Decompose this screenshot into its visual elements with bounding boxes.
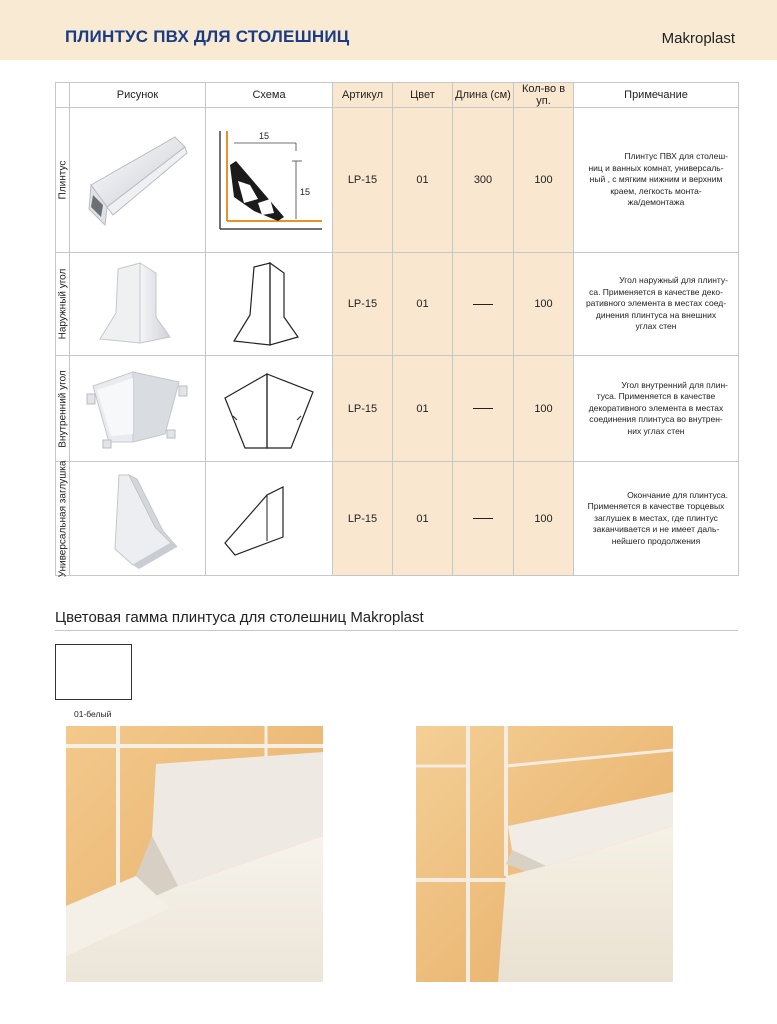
note-cell	[574, 253, 739, 356]
note-line: Окончание для плинтуса.	[627, 489, 728, 500]
product-image-cell	[70, 462, 206, 576]
scheme-dim-height: 15	[300, 187, 311, 197]
note-line: Угол наружный для плинту-	[619, 275, 728, 286]
col-header-length: Длина (см)	[453, 83, 514, 108]
row-label-cell	[56, 108, 70, 253]
row-label: Наружный угол	[57, 268, 68, 340]
scheme-cell	[206, 108, 333, 253]
row-label: Плинтус	[57, 160, 68, 200]
end-cap-scheme	[219, 479, 319, 559]
col-header-color: Цвет	[393, 83, 453, 108]
color-cell: 01	[393, 108, 453, 253]
note-line: туса. Применяется в качестве	[596, 391, 716, 402]
inner-corner-image	[83, 364, 193, 454]
row-label: Внутренний угол	[57, 369, 68, 448]
article-cell: LP-15	[333, 253, 393, 356]
note-line: заглушек в местах, где плинтус	[594, 512, 718, 523]
note-line: жа/демонтажа	[627, 197, 685, 208]
note-line: декоративного элемента в местах	[588, 402, 724, 413]
col-header-note: Примечание	[574, 83, 739, 108]
empty-dash	[473, 304, 493, 305]
scheme-cell	[206, 253, 333, 356]
inner-corner-scheme	[219, 364, 319, 454]
palette-title: Цветовая гамма плинтуса для столешниц Makroplast	[55, 609, 424, 626]
divider	[55, 630, 738, 631]
empty-dash	[473, 518, 493, 519]
skirting-scheme-drawing	[214, 125, 324, 235]
note-line: заканчивается и не имеет даль-	[592, 524, 720, 535]
note-line: Угол внутренний для плин-	[621, 379, 728, 390]
note-line: динения плинтуса на внешних	[595, 309, 717, 320]
row-label-cell	[56, 253, 70, 356]
product-image-cell	[70, 356, 206, 462]
note-line: углах стен	[635, 321, 677, 332]
note-line: краем, легкость монта-	[610, 185, 702, 196]
qty-cell: 100	[514, 108, 574, 253]
col-header-article: Артикул	[333, 83, 393, 108]
length-cell: 300	[453, 108, 514, 253]
length-cell	[453, 253, 514, 356]
row-label: Универсальная заглушка	[57, 460, 68, 577]
col-header-label	[56, 83, 70, 108]
qty-cell: 100	[514, 462, 574, 576]
color-swatch-white	[55, 644, 132, 700]
color-cell: 01	[393, 356, 453, 462]
table-row	[56, 108, 739, 253]
table-header	[56, 83, 739, 108]
table-row	[56, 462, 739, 576]
row-label-cell	[56, 356, 70, 462]
col-header-scheme: Схема	[206, 83, 333, 108]
qty-cell: 100	[514, 253, 574, 356]
table-row	[56, 356, 739, 462]
table-row	[56, 253, 739, 356]
article-cell: LP-15	[333, 462, 393, 576]
skirting-profile-image	[83, 125, 193, 235]
page-header	[0, 0, 777, 60]
note-line: Плинтус ПВХ для столеш-	[624, 151, 728, 162]
length-cell	[453, 356, 514, 462]
swatch-label: 01-белый	[74, 709, 112, 719]
page-title: ПЛИНТУС ПВХ ДЛЯ СТОЛЕШНИЦ	[65, 27, 350, 46]
note-line: ративного элемента в местах соед-	[585, 298, 727, 309]
empty-dash	[473, 408, 493, 409]
outer-corner-image	[88, 259, 188, 349]
row-label-cell	[56, 462, 70, 576]
note-cell	[574, 356, 739, 462]
col-header-picture: Рисунок	[70, 83, 206, 108]
color-cell: 01	[393, 462, 453, 576]
spec-table	[55, 82, 739, 576]
note-line: ниц и ванных комнат, универсаль-	[588, 162, 724, 173]
length-cell	[453, 462, 514, 576]
article-cell: LP-15	[333, 356, 393, 462]
col-header-qty: Кол-во в уп.	[514, 83, 574, 108]
product-image-cell	[70, 253, 206, 356]
product-image-cell	[70, 108, 206, 253]
scheme-cell	[206, 462, 333, 576]
scheme-dim-width: 15	[259, 131, 270, 141]
qty-cell: 100	[514, 356, 574, 462]
note-line: са. Применяется в качестве деко-	[589, 286, 723, 297]
note-cell	[574, 462, 739, 576]
end-cap-image	[93, 469, 183, 569]
scheme-cell	[206, 356, 333, 462]
note-line: нейшего продолжения	[611, 535, 701, 546]
note-line: Применяется в качестве торцевых	[587, 501, 725, 512]
installation-photo-right	[416, 726, 673, 982]
note-line: соединения плинтуса во внутрен-	[589, 414, 723, 425]
outer-corner-scheme	[224, 259, 314, 349]
article-cell: LP-15	[333, 108, 393, 253]
installation-photo-left	[66, 726, 323, 982]
color-cell: 01	[393, 253, 453, 356]
note-cell	[574, 108, 739, 253]
brand-name: Makroplast	[661, 30, 735, 47]
note-line: них углах стен	[627, 425, 685, 436]
note-line: ный , с мягким нижним и верхним	[589, 174, 723, 185]
